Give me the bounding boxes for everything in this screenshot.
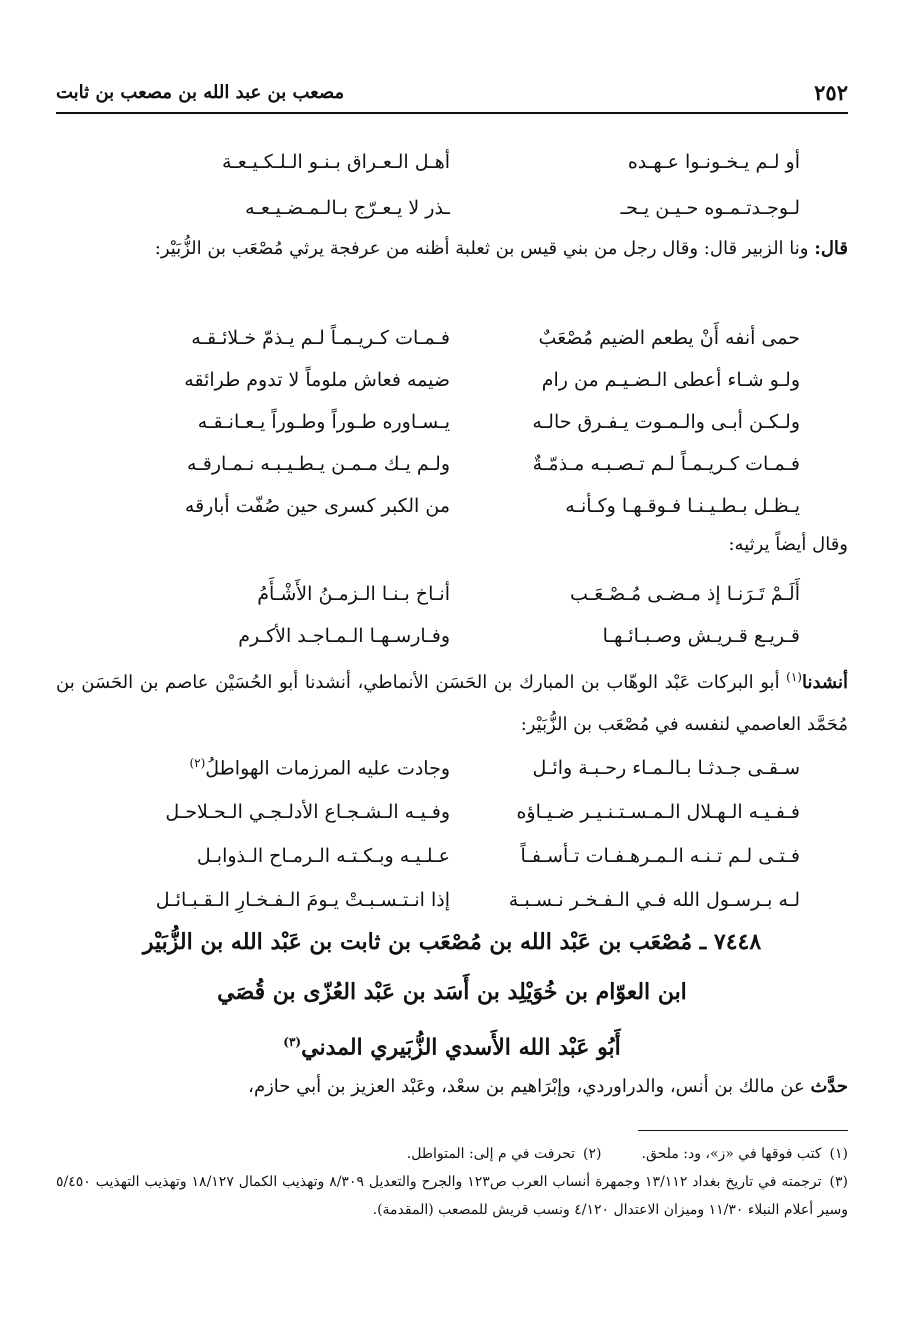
page-header (56, 72, 848, 114)
hemistich-first: لـوجـدتـمـوه حـيـن يـحـ (620, 197, 800, 219)
hemistich-second: إذا انـتـسـبـتْ يـومَ الـفـخـارِ الـقـبـائـل (155, 889, 450, 911)
hemistich-first: فـفـيـه الـهـلال الـمـسـتـنـيـر ضـيـاؤه (516, 801, 800, 823)
hemistich-second: ولـم يـك مـمـن يـطـيـبـه نـمـارقـه (187, 453, 450, 475)
verse-line (100, 880, 848, 920)
entry-title-line-2: ابن العوّام بن خُوَيْلِد بن أَسَد بن عَبْد العُزّى بن قُصَي (217, 979, 687, 1005)
hemistich-first: سـقـى جـدثـا بـالـمـاء رحـبـة وائـل (532, 757, 800, 779)
hemistich-second: عـلـيـه وبـكـتـه الـرمـاح الـذوابـل (196, 845, 450, 867)
paragraph-lead: قال: (814, 238, 848, 259)
paragraph-text: ونا الزبير قال: وقال رجل من بني قيس بن ثعلبة أظنه من عرفجة يرثي مُصْعَب بن الزُّبَيْر: (154, 238, 815, 259)
hemistich-first: يـظـل بـطـيـنـا فـوقـهـا وكـأنـه (565, 495, 800, 517)
footnote-text: تحرفت في م إلى: المتواطل. (406, 1146, 576, 1162)
hemistich-first: لـه بـرسـول الله فـي الـفـخـر نـسـبـة (508, 889, 800, 911)
verse-line (100, 402, 848, 442)
hemistich-first: فـمـات كـريـمـاً لـم تـصـبـه مـذمّـةٌ (532, 453, 800, 475)
verse-line (100, 444, 848, 484)
verse-line (100, 574, 848, 614)
verse-line (100, 616, 848, 656)
hemistich-second: وفـيـه الـشـجـاع الأدلـجـي الـحـلاحـل (165, 801, 450, 823)
footnotes (56, 1140, 848, 1224)
hemistich-first: قـريـع قـريـش وصـبـائـهـا (602, 625, 800, 647)
verse-line (100, 360, 848, 400)
paragraph-text: وقال أيضاً يرثيه: (728, 534, 848, 555)
hemistich-first: ولـكـن أبـى والـمـوت يـفـرق حالـه (532, 411, 800, 433)
footnote-marker[interactable]: (٢) (189, 756, 206, 771)
verse-line (100, 792, 848, 832)
prose-paragraph (56, 656, 848, 746)
footnote-3 (56, 1168, 848, 1224)
paragraph-text: عن مالك بن أنس، والدراوردي، وإبْرَاهيم بن سعْد، وعَبْد العزيز بن أبي حازم، (248, 1076, 811, 1097)
footnote-number: (٣) (829, 1174, 848, 1190)
verse-line (100, 486, 848, 526)
hemistich-second: يـسـاوره طـوراً وطـوراً يـعـانـقـه (197, 411, 450, 433)
hemistich-first: أَلَـمْ تَـرَنـا إذ مـضـى مُـصْـعَـب (570, 583, 800, 605)
hemistich-second: أنـاخ بـنـا الـزمـنُ الأَشْـأَمُ (257, 583, 450, 605)
footnote-row (56, 1140, 848, 1168)
hemistich-first: فـتـى لـم تـنـه الـمـرهـفـات تـأسـفـاً (520, 845, 800, 867)
hemistich-first: أو لـم يـخـونـوا عـهـده (627, 151, 800, 173)
footnote-marker[interactable]: (١) (786, 670, 802, 684)
footnote-divider (638, 1130, 848, 1131)
verse-line (100, 142, 848, 182)
verse-line (100, 188, 848, 228)
hemistich-second: أهـل الـعـراق بـنـو الـلـكـيـعـة (222, 151, 450, 173)
entry-title-line-3 (56, 1018, 848, 1071)
entry-kunya: أَبُو عَبْد الله الأَسدي الزُّبَيري المدني (301, 1034, 621, 1061)
hemistich-second: ضيمه فعاش ملوماً لا تدوم طرائقه (184, 369, 450, 391)
hemistich-second: من الكبر كسرى حين صُفّت أبارقه (184, 495, 450, 517)
entry-title-line-1: ٧٤٤٨ ـ مُصْعَب بن عَبْد الله بن مُصْعَب بن ثابت بن عَبْد الله بن الزُّبَيْر (142, 929, 762, 955)
page-number: ٢٥٢ (814, 79, 848, 105)
running-title: مصعب بن عبد الله بن مصعب بن ثابت (56, 81, 345, 103)
footnote-2 (407, 1140, 602, 1168)
paragraph-text: أبو البركات عَبْد الوهّاب بن المبارك بن الحَسَن الأنماطي، أنشدنا أبو الحُسَيْن عاصم بن الحَسَن بن مُحَمَّد العاصمي لنفسه في مُصْعَب بن الزُّبَيْر: (56, 672, 848, 735)
hemistich-second: ـذر لا يـعـرّج بـالـمـضـيـعـه (245, 197, 450, 219)
hemistich-first: ولـو شـاء أعطى الـضـيـم من رام (541, 369, 800, 391)
footnote-text: ترجمته في تاريخ بغداد ١٣/١١٢ وجمهرة أنساب العرب ص١٢٣ والجرح والتعديل ٨/٣٠٩ وتهذيب الكمال ١٨/١٢٧ وتهذيب التهذيب ٥/٤٥٠ وسير أعلام النبلاء ١١/٣٠ وميزان الاعتدال ٤/١٢٠ ونسب قريش للمصعب (المقدمة). (56, 1174, 848, 1218)
hemistich-first: حمى أنفه أَنْ يطعم الضيم مُصْعَبٌ (538, 327, 800, 349)
paragraph-lead: أنشدنا (801, 672, 848, 693)
footnote-number: (١) (829, 1146, 848, 1162)
footnote-1 (642, 1140, 848, 1168)
prose-paragraph (56, 228, 848, 270)
hemistich-second: فـمـات كـريـمـاً لـم يـذمّ خـلائـقـه (191, 327, 450, 349)
footnote-marker[interactable]: (٣) (283, 1035, 302, 1049)
footnote-text: كتب فوقها في «ز»، ود: ملحق. (641, 1146, 822, 1162)
verse-line (100, 318, 848, 358)
verse-line (100, 836, 848, 876)
prose-paragraph (56, 524, 848, 566)
prose-paragraph (56, 1066, 848, 1108)
hemistich-text: وجادت عليه المرزمات الهواطلُ (205, 757, 450, 780)
paragraph-lead: حدَّث (810, 1076, 848, 1097)
hemistich-second (100, 756, 474, 779)
verse-line (100, 748, 848, 788)
footnote-number: (٢) (583, 1146, 602, 1162)
hemistich-second: وفـارسـهـا الـمـاجـد الأكـرم (238, 625, 450, 647)
